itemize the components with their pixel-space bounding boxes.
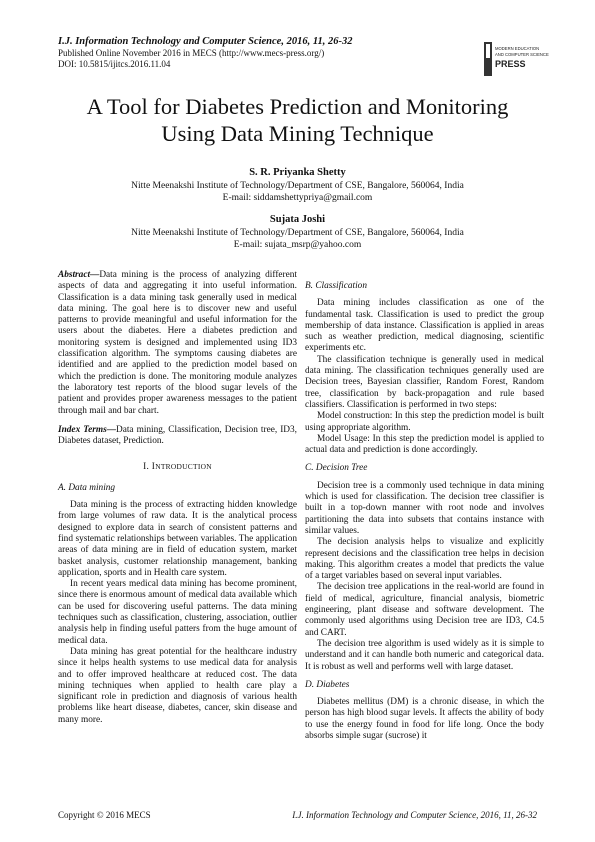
author-name: S. R. Priyanka Shetty xyxy=(249,167,346,178)
paragraph: Diabetes mellitus (DM) is a chronic disease, in which the person has high blood sugar levels. It affects the ability of body to use the energy found in food for life long. Once the body absorbs simple sugar (sucrose) it xyxy=(305,697,544,741)
subsection-heading: D. Diabetes xyxy=(305,679,350,690)
subsection-heading: B. Classification xyxy=(305,281,367,291)
author-block-1 xyxy=(40,166,555,204)
logo-text-2: AND COMPUTER SCIENCE xyxy=(495,52,549,57)
author-affiliation: Nitte Meenakshi Institute of Technology/Department of CSE, Bangalore, 560064, India xyxy=(131,228,464,238)
subsection-heading: C. Decision Tree xyxy=(305,463,368,474)
section-heading: I. INTRODUCTION xyxy=(143,462,212,473)
publisher-logo xyxy=(484,38,549,78)
right-column xyxy=(305,281,544,742)
doi-line: DOI: 10.5815/ijitcs.2016.11.04 xyxy=(58,59,171,69)
paragraph: Data mining has great potential for the healthcare industry since it helps health systems to use medical data for analysis and to offer improved healthcare at reduced cost. The data mining techniques when applied to health care play a significant role in prediction and diagnosis of various health problems like heart disease, diabetes, cancer, skin disease and many more. xyxy=(58,646,297,725)
paragraph: The decision analysis helps to visualize and explicitly represent decisions and the classification tree helps in decision making. This algorithm creates a model that predicts the value of a target variables based on several input variables. xyxy=(305,537,544,582)
footer-journal: I.J. Information Technology and Computer Science, 2016, 11, 26-32 xyxy=(292,810,537,820)
paragraph: Model construction: In this step the prediction model is built using appropriate algorithm. xyxy=(305,411,544,433)
abstract: Abstract—Data mining is the process of analyzing different aspects of data and aggregating it into useful information. Classification is a data mining task generally used in medical data mining. The goal here is to discover new and useful patterns to provide meaningful and useful information for the users about the diabetes. Here a diabetes prediction and monitoring system is designed and implemented using ID3 classification algorithm. The symptoms causing diabetes are identified and are applied to the prediction model based on which the prediction is done. The monitoring module analyzes the laboratory test reports of the blood sugar levels of the patient and provides proper awareness messages to the patient through mail and bar chart. xyxy=(58,270,297,416)
footer-copyright: Copyright © 2016 MECS xyxy=(58,810,151,820)
author-affiliation: Nitte Meenakshi Institute of Technology/Department of CSE, Bangalore, 560064, India xyxy=(131,181,464,191)
index-terms: Index Terms—Data mining, Classification, Decision tree, ID3, Diabetes dataset, Prediction. xyxy=(58,424,297,447)
paragraph: The decision tree applications in the real-world are found in field of medical, agriculture, financial analysis, biometric engineering, plant disease and software development. The commonly used algorithms using Decision tree are ID3, C4.5 and CART. xyxy=(305,582,544,638)
paper-title xyxy=(40,93,555,147)
author-email: E-mail: siddamshettypriya@gmail.com xyxy=(222,193,373,203)
journal-header xyxy=(58,36,438,70)
paragraph: Data mining is the process of extracting hidden knowledge from large volumes of raw data. It is the analytical process designed to explore data in search of consistent patterns and find systematic relationships between variables. The application areas of data mining are in field of education system, market basket analysis, customer relationship management, banking application, sports and in Health care system. xyxy=(58,500,297,578)
published-line: Published Online November 2016 in MECS (http://www.mecs-press.org/) xyxy=(58,48,325,58)
paragraph: The decision tree algorithm is used widely as it is simple to understand and it can handle both numeric and categorical data. It is robust as well and performs well with large dataset. xyxy=(305,638,544,672)
paragraph: In recent years medical data mining has become prominent, since there is enormous amount of medical data available which can be used for discovering useful patterns. The data mining techniques such as classification, clustering, association, outlier analysis help in finding useful patters from the huge amount of medical data. xyxy=(58,579,297,646)
abstract-label: Abstract xyxy=(58,270,91,280)
journal-title: I.J. Information Technology and Computer Science, 2016, 11, 26-32 xyxy=(58,36,353,47)
author-block-2 xyxy=(40,213,555,251)
logo-text-3: PRESS xyxy=(495,59,526,69)
logo-text-1: MODERN EDUCATION xyxy=(495,46,540,51)
title-line-2: Using Data Mining Technique xyxy=(161,121,434,146)
author-email: E-mail: sujata_msrp@yahoo.com xyxy=(233,240,362,250)
title-line-1: A Tool for Diabetes Prediction and Monitoring xyxy=(86,94,509,119)
author-name: Sujata Joshi xyxy=(269,214,326,225)
index-terms-text: Data mining, Classification, Decision tree, ID3, Diabetes dataset, Prediction. xyxy=(58,424,297,447)
abstract-text: Data mining is the process of analyzing different aspects of data and aggregating it into useful information. Classification is a data mining task generally used in medical data mining. The goal here is to discover new and useful patterns to provide meaningful and useful information for the users about the diabetes. Here a diabetes prediction and monitoring system is designed and implemented using ID3 classification algorithm. The symptoms causing diabetes are identified and are applied to the prediction model based on which the prediction is done. The monitoring module analyzes the laboratory test reports of the blood sugar levels of the patient and provides proper awareness messages to the patient through mail and bar chart. xyxy=(58,270,297,416)
paragraph: The classification technique is generally used in medical data mining. The classification techniques generally used are Decision trees, Bayesian classifier, Random Forest, Random tree, classification by back-propagation and rule based classifiers. Classification is performed in two steps: xyxy=(305,354,544,410)
left-column xyxy=(58,270,297,726)
paragraph: Data mining includes classification as one of the fundamental task. Classification is used to predict the group membership of data instance. Classification is applied in areas such as weather prediction, medical diagnosing, scientific experiments etc. xyxy=(305,298,544,354)
paragraph: Decision tree is a commonly used technique in data mining which is used for classification. The decision tree classifier is built in a top-down manner with root node and involves partitioning the data into subsets that contains instance with similar values. xyxy=(305,480,544,536)
index-terms-label: Index Terms xyxy=(58,424,107,435)
paragraph: Model Usage: In this step the prediction model is applied to actual data and prediction is done accordingly. xyxy=(305,433,544,456)
subsection-heading: A. Data mining xyxy=(58,482,116,493)
